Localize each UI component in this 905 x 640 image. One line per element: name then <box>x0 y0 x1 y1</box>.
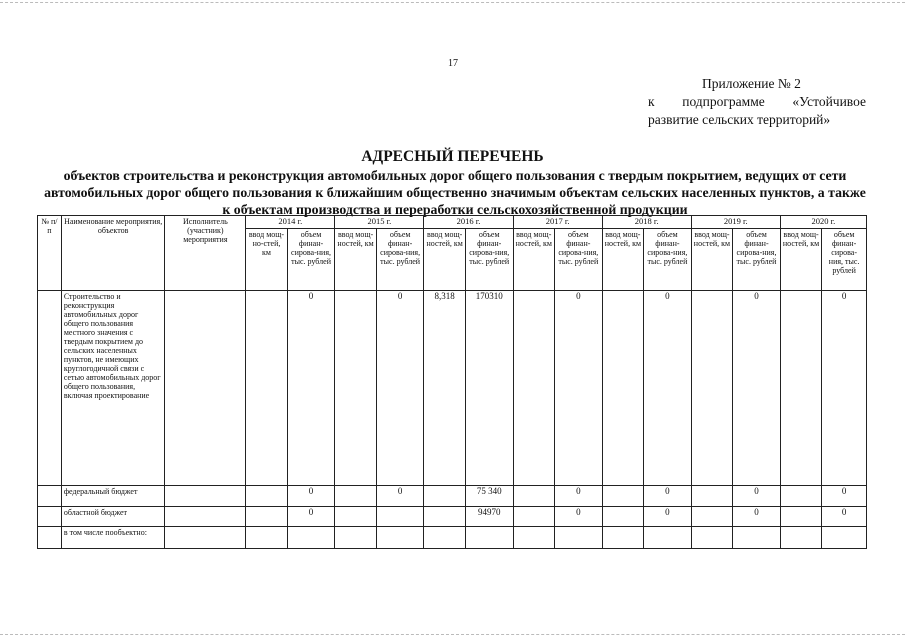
cell-capacity <box>691 486 732 507</box>
cell-capacity <box>691 527 732 549</box>
header-row-years <box>38 216 867 229</box>
header-capacity: ввод мощ-ностей, км <box>513 229 554 291</box>
cell-number <box>38 486 62 507</box>
header-year: 2019 г. <box>691 216 780 229</box>
cell-capacity <box>780 507 821 527</box>
header-funding: объем финан-сирова-ния, тыс. рублей <box>822 229 867 291</box>
cell-funding: 0 <box>822 486 867 507</box>
cell-funding <box>733 527 781 549</box>
header-year: 2020 г. <box>780 216 866 229</box>
cell-funding <box>376 507 424 527</box>
cell-capacity <box>780 527 821 549</box>
cell-capacity <box>246 507 287 527</box>
header-funding: объем финан-сирова-ния, тыс. рублей <box>465 229 513 291</box>
address-list-table <box>37 215 867 549</box>
header-funding: объем финан-сирова-ния, тыс. рублей <box>287 229 335 291</box>
document-title: АДРЕСНЫЙ ПЕРЕЧЕНЬ <box>361 148 544 165</box>
cell-name: федеральный бюджет <box>61 486 165 507</box>
table-row <box>38 527 867 549</box>
cell-funding: 0 <box>644 291 692 486</box>
cell-funding: 0 <box>733 486 781 507</box>
cell-capacity <box>424 527 465 549</box>
header-year: 2015 г. <box>335 216 424 229</box>
cell-funding <box>465 527 513 549</box>
header-year: 2016 г. <box>424 216 513 229</box>
cell-executor <box>165 527 246 549</box>
cell-capacity <box>602 527 643 549</box>
document-subtitle: объектов строительства и реконструкция автомобильных дорог общего пользования с твердым покрытием, ведущих от сети автомобильных дорог общего пользования к ближайшим общественно значимым объектам сельских населенных пунктов, а также к объектам производства и переработки сельскохозяйственной продукции <box>44 168 866 217</box>
cell-capacity <box>513 486 554 507</box>
cell-capacity <box>246 291 287 486</box>
appendix-line-1: Приложение № 2 <box>702 76 801 91</box>
cell-name: в том числе пообъектно: <box>61 527 165 549</box>
header-capacity: ввод мощ-но-стей, км <box>246 229 287 291</box>
cell-funding: 0 <box>376 486 424 507</box>
cell-name: Строительство и реконструкция автомобильных дорог общего пользования местного значения с твердым покрытием до сельских населенных пунктов, не имеющих круглогодичной связи с сетью автомобильных дорог общего пользования, включая проектирование <box>61 291 165 486</box>
cell-funding: 0 <box>733 291 781 486</box>
header-capacity: ввод мощ-ностей, км <box>691 229 732 291</box>
cell-executor <box>165 486 246 507</box>
cell-capacity <box>513 291 554 486</box>
cell-funding <box>554 527 602 549</box>
cell-funding: 0 <box>554 291 602 486</box>
table-row <box>38 486 867 507</box>
cell-capacity <box>424 486 465 507</box>
cell-executor <box>165 507 246 527</box>
header-funding: объем финан-сирова-ния, тыс. рублей <box>554 229 602 291</box>
cell-funding: 0 <box>644 507 692 527</box>
cell-number <box>38 527 62 549</box>
header-executor: Исполнитель (участник) мероприятия <box>165 216 246 291</box>
cell-funding: 0 <box>822 507 867 527</box>
cell-capacity <box>335 507 376 527</box>
cell-capacity <box>602 486 643 507</box>
cell-executor <box>165 291 246 486</box>
cell-funding: 0 <box>287 507 335 527</box>
table-row <box>38 291 867 486</box>
scan-edge-top <box>0 2 905 3</box>
appendix-word-k: к <box>648 94 655 109</box>
cell-funding <box>376 527 424 549</box>
cell-funding: 0 <box>376 291 424 486</box>
cell-funding: 0 <box>287 486 335 507</box>
cell-capacity <box>691 291 732 486</box>
cell-funding: 0 <box>554 486 602 507</box>
cell-name: областной бюджет <box>61 507 165 527</box>
cell-capacity <box>335 291 376 486</box>
header-number: № п/п <box>38 216 62 291</box>
header-capacity: ввод мощ-ностей, км <box>335 229 376 291</box>
table-row <box>38 507 867 527</box>
cell-funding <box>822 527 867 549</box>
scan-edge-bottom <box>0 634 905 635</box>
appendix-word-sustainable: «Устойчивое <box>792 94 866 109</box>
cell-capacity <box>246 486 287 507</box>
cell-funding: 170310 <box>465 291 513 486</box>
cell-capacity <box>602 507 643 527</box>
cell-capacity: 8,318 <box>424 291 465 486</box>
appendix-word-subprogram: подпрограмме <box>682 94 765 109</box>
cell-capacity <box>335 486 376 507</box>
appendix-line-3: развитие сельских территорий» <box>648 112 831 127</box>
cell-capacity <box>602 291 643 486</box>
table-body <box>38 291 867 549</box>
header-funding: объем финан-сирова-ния, тыс. рублей <box>644 229 692 291</box>
header-capacity: ввод мощ-ностей, км <box>780 229 821 291</box>
cell-number <box>38 507 62 527</box>
cell-capacity <box>335 527 376 549</box>
page-number: 17 <box>448 58 458 69</box>
cell-funding: 0 <box>733 507 781 527</box>
cell-funding: 75 340 <box>465 486 513 507</box>
cell-number <box>38 291 62 486</box>
header-funding: объем финан-сирова-ния, тыс. рублей <box>733 229 781 291</box>
cell-funding: 94970 <box>465 507 513 527</box>
header-name: Наименование мероприятия, объектов <box>61 216 165 291</box>
header-year: 2017 г. <box>513 216 602 229</box>
cell-capacity <box>780 291 821 486</box>
cell-capacity <box>246 527 287 549</box>
cell-funding: 0 <box>822 291 867 486</box>
appendix-line-2 <box>648 93 866 111</box>
cell-funding <box>287 527 335 549</box>
cell-funding: 0 <box>554 507 602 527</box>
cell-capacity <box>513 507 554 527</box>
cell-capacity <box>780 486 821 507</box>
cell-capacity <box>424 507 465 527</box>
header-funding: объем финан-сирова-ния, тыс. рублей <box>376 229 424 291</box>
header-year: 2014 г. <box>246 216 335 229</box>
header-year: 2018 г. <box>602 216 691 229</box>
cell-funding <box>644 527 692 549</box>
cell-capacity <box>691 507 732 527</box>
appendix-note <box>648 75 866 129</box>
cell-funding: 0 <box>287 291 335 486</box>
cell-funding: 0 <box>644 486 692 507</box>
header-capacity: ввод мощ-ностей, км <box>424 229 465 291</box>
cell-capacity <box>513 527 554 549</box>
header-capacity: ввод мощ-ностей, км <box>602 229 643 291</box>
